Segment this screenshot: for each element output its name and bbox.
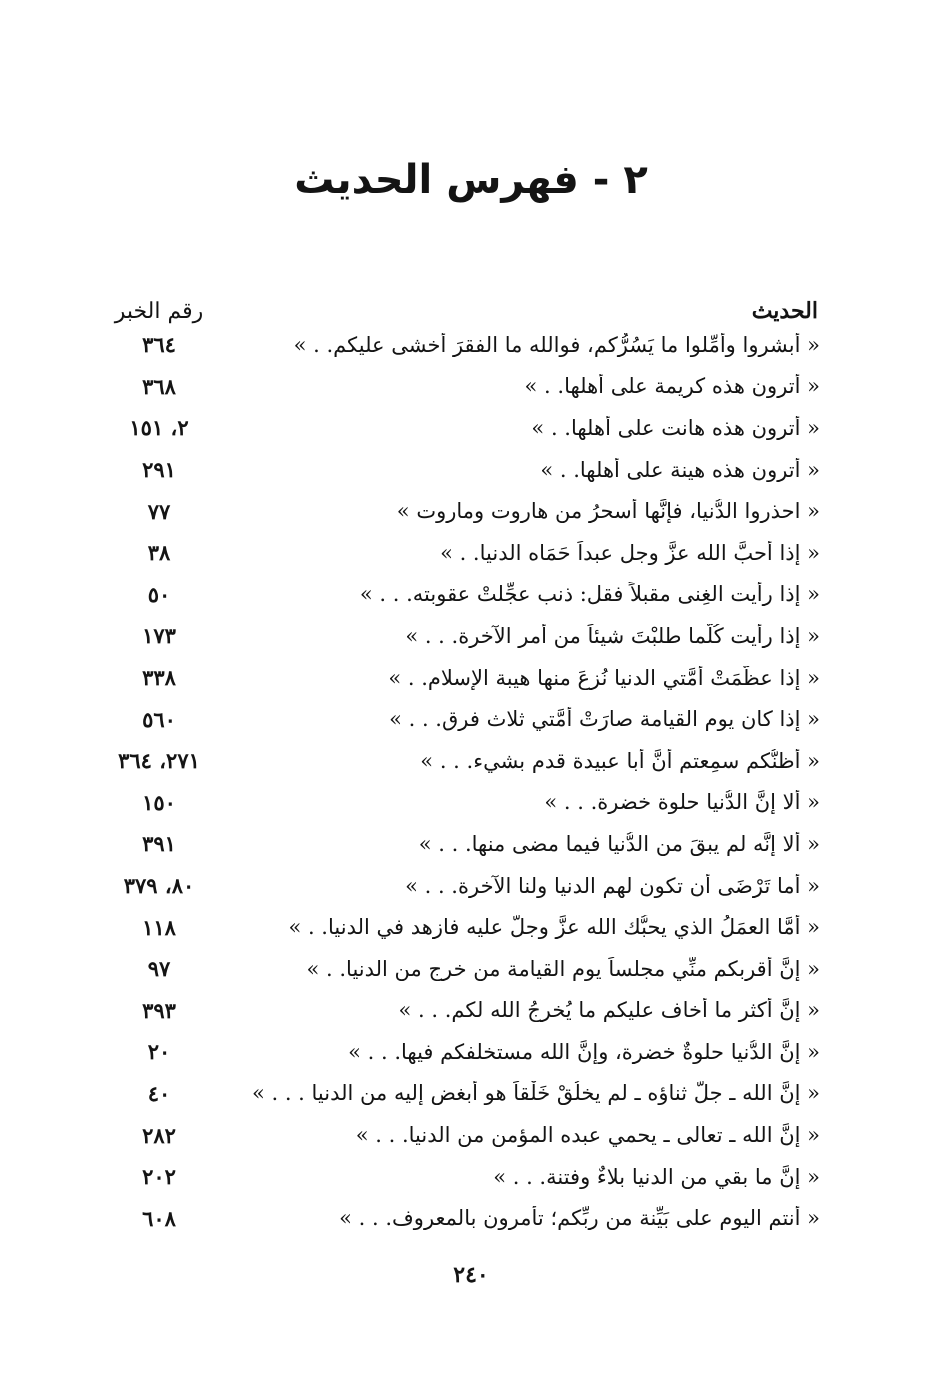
list-item [100, 449, 820, 491]
hadith-text: « احذروا الدُّنيا، فإنَّها أسحرُ من هاروت وماروت » [396, 499, 820, 524]
hadith-text: « إذا عظَّمَتْ أمَّتي الدنيا نُزِعَ منها هيبة الإسلام. . » [388, 665, 820, 690]
hadith-index-table [100, 282, 820, 1239]
hadith-text: « إنَّ الله ـ جلَّ ثناؤه ـ لم يخلُقْ خَلْقاً هو أبغض إليه من الدنيا . . . » [251, 1081, 820, 1106]
report-number: ٣٦٤ [142, 332, 176, 358]
hadith-text: « إذا رأيت كُلَّما طلبْتَ شيئاً من أمر الآخرة. . . » [405, 623, 820, 648]
report-number: ٢٩١ [142, 457, 176, 483]
report-number: ٣٣٨ [142, 665, 176, 691]
hadith-list [100, 324, 820, 1239]
report-number: ٦٠٨ [142, 1205, 176, 1231]
report-number: ٤٠ [147, 1080, 171, 1106]
header-hadith: الحديث [751, 298, 818, 324]
list-item [100, 574, 820, 616]
report-number: ٣٨ [147, 540, 171, 566]
hadith-text: « إذا رأيت الغِنى مقبلاً فقل: ذنب عجِّلتْ عقوبته. . . » [359, 582, 820, 607]
report-number: ١١٨ [142, 914, 176, 940]
list-item [100, 782, 820, 824]
list-item [100, 1156, 820, 1198]
hadith-text: « ألا إنَّه لم يبقَ من الدُّنيا فيما مضى منها. . . » [418, 831, 820, 856]
report-number: ٢، ١٥١ [129, 415, 189, 441]
page-number: ٢٤٠ [453, 1262, 489, 1288]
hadith-text: « أما تَرْضَى أن تكون لهم الدنيا ولنا الآخرة. . . » [405, 873, 820, 898]
list-item [100, 324, 820, 366]
list-item [100, 1197, 820, 1239]
report-number: ٥٦٠ [142, 706, 176, 732]
report-number: ١٧٣ [142, 623, 176, 649]
hadith-text: « أنتم اليوم على بَيِّنة من ربِّكم؛ تأمرون بالمعروف. . . » [339, 1206, 820, 1231]
hadith-text: « إنَّ الله ـ تعالى ـ يحمي عبده المؤمن من الدنيا. . . » [355, 1123, 820, 1148]
hadith-text: « ألا إنَّ الدُّنيا حلوة خضرة. . . » [544, 790, 820, 815]
report-number: ٨٠، ٣٧٩ [123, 873, 195, 899]
list-item [100, 740, 820, 782]
list-item [100, 657, 820, 699]
report-number: ٢٧١، ٣٦٤ [118, 748, 200, 774]
list-item [100, 823, 820, 865]
report-number: ٣٦٨ [142, 373, 176, 399]
report-number: ٣٩١ [142, 831, 176, 857]
report-number: ٢٠ [147, 1039, 171, 1065]
page-title: ٢ - فهرس الحديث [294, 157, 648, 203]
list-item [100, 948, 820, 990]
report-number: ٧٧ [147, 498, 171, 524]
report-number: ٥٠ [147, 581, 171, 607]
hadith-text: « إنَّ ما بقي من الدنيا بلاءٌ وفتنة. . . » [493, 1164, 820, 1189]
list-item [100, 698, 820, 740]
report-number: ١٥٠ [142, 789, 176, 815]
report-number: ٩٧ [147, 956, 171, 982]
list-item [100, 1114, 820, 1156]
hadith-text: « إنَّ الدُّنيا حلوةٌ خضرة، وإنَّ الله مستخلفكم فيها. . . » [348, 1039, 820, 1064]
list-item [100, 532, 820, 574]
hadith-text: « إنَّ أقربكم منِّي مجلساً يوم القيامة من خرج من الدنيا. . » [306, 956, 820, 981]
list-item [100, 906, 820, 948]
report-number: ٣٩٣ [142, 997, 176, 1023]
list-item [100, 1073, 820, 1115]
list-item [100, 865, 820, 907]
list-item [100, 407, 820, 449]
list-item [100, 990, 820, 1032]
hadith-text: « إذا أحبَّ الله عزَّ وجل عبداً حَمَاه الدنيا. . » [440, 540, 820, 565]
column-headers [100, 282, 820, 324]
hadith-text: « أترون هذه هينة على أهلها. . » [540, 457, 820, 482]
list-item [100, 1031, 820, 1073]
hadith-text: « إنَّ أكثر ما أخاف عليكم ما يُخرجُ الله لكم. . . » [398, 998, 820, 1023]
hadith-text: « أمَّا العمَلُ الذي يحبُّك الله عزَّ وجلَّ عليه فازهد في الدنيا. . » [288, 915, 820, 940]
list-item [100, 366, 820, 408]
list-item [100, 615, 820, 657]
hadith-text: « أبشروا وأمِّلوا ما يَسُرُّكم، فوالله ما الفقرَ أخشى عليكم. . » [293, 332, 820, 357]
hadith-text: « إذا كان يوم القيامة صارَتْ أمَّتي ثلاث فرق. . . » [389, 707, 820, 732]
report-number: ٢٨٢ [142, 1122, 176, 1148]
header-number: رقم الخبر [114, 299, 204, 324]
list-item [100, 490, 820, 532]
hadith-text: « أظنُّكم سمِعتم أنَّ أبا عبيدة قدم بشيء. . . » [420, 748, 820, 773]
report-number: ٢٠٢ [142, 1164, 176, 1190]
hadith-text: « أترون هذه كريمة على أهلها. . » [524, 374, 820, 399]
hadith-text: « أترون هذه هانت على أهلها. . » [531, 415, 820, 440]
